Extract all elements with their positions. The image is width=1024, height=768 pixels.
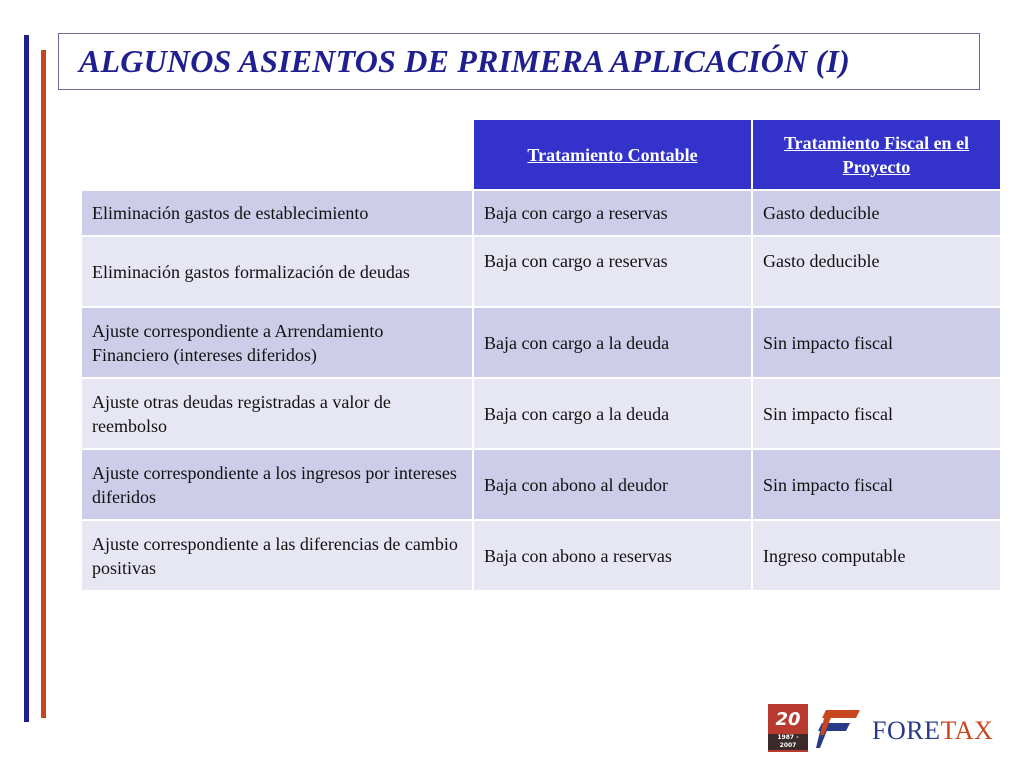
row-fiscal: Sin impacto fiscal xyxy=(752,378,1001,449)
row-concept: Ajuste correspondiente a las diferencias de cambio positivas xyxy=(81,520,473,591)
row-concept: Ajuste correspondiente a Arrendamiento Financiero (intereses diferidos) xyxy=(81,307,473,378)
row-contable: Baja con cargo a la deuda xyxy=(473,307,752,378)
row-fiscal: Sin impacto fiscal xyxy=(752,307,1001,378)
left-blue-bar xyxy=(24,35,29,722)
anniversary-badge xyxy=(768,704,808,752)
foretax-logo xyxy=(768,700,1012,756)
row-concept: Eliminación gastos formalización de deudas xyxy=(81,236,473,307)
row-contable: Baja con abono a reservas xyxy=(473,520,752,591)
row-fiscal: Gasto deducible xyxy=(752,236,1001,307)
table-row xyxy=(81,520,1001,591)
row-contable: Baja con cargo a reservas xyxy=(473,190,752,236)
table-row xyxy=(81,449,1001,520)
brand-tax: TAX xyxy=(940,716,994,745)
table-row xyxy=(81,190,1001,236)
row-contable: Baja con cargo a la deuda xyxy=(473,378,752,449)
header-tratamiento-contable: Tratamiento Contable xyxy=(473,119,752,190)
left-red-bar xyxy=(41,50,46,718)
brand-name xyxy=(872,716,993,746)
table-row xyxy=(81,378,1001,449)
row-fiscal: Gasto deducible xyxy=(752,190,1001,236)
row-concept: Ajuste correspondiente a los ingresos por intereses diferidos xyxy=(81,449,473,520)
anniversary-years: 1987 - 2007 xyxy=(768,734,808,750)
row-fiscal: Sin impacto fiscal xyxy=(752,449,1001,520)
anniversary-number: 20 xyxy=(775,709,801,730)
row-concept: Ajuste otras deudas registradas a valor de reembolso xyxy=(81,378,473,449)
foretax-flag-icon xyxy=(816,708,860,748)
row-contable: Baja con cargo a reservas xyxy=(473,236,752,307)
header-tratamiento-fiscal: Tratamiento Fiscal en el Proyecto xyxy=(752,119,1001,190)
treatment-table xyxy=(80,118,1002,592)
title-box xyxy=(58,33,980,90)
slide-title: ALGUNOS ASIENTOS DE PRIMERA APLICACIÓN (I) xyxy=(79,43,850,79)
header-empty-cell xyxy=(81,119,473,190)
row-concept: Eliminación gastos de establecimiento xyxy=(81,190,473,236)
brand-fore: FORE xyxy=(872,716,941,745)
row-contable: Baja con abono al deudor xyxy=(473,449,752,520)
table-header-row xyxy=(81,119,1001,190)
row-fiscal: Ingreso computable xyxy=(752,520,1001,591)
table-row xyxy=(81,236,1001,307)
table-row xyxy=(81,307,1001,378)
